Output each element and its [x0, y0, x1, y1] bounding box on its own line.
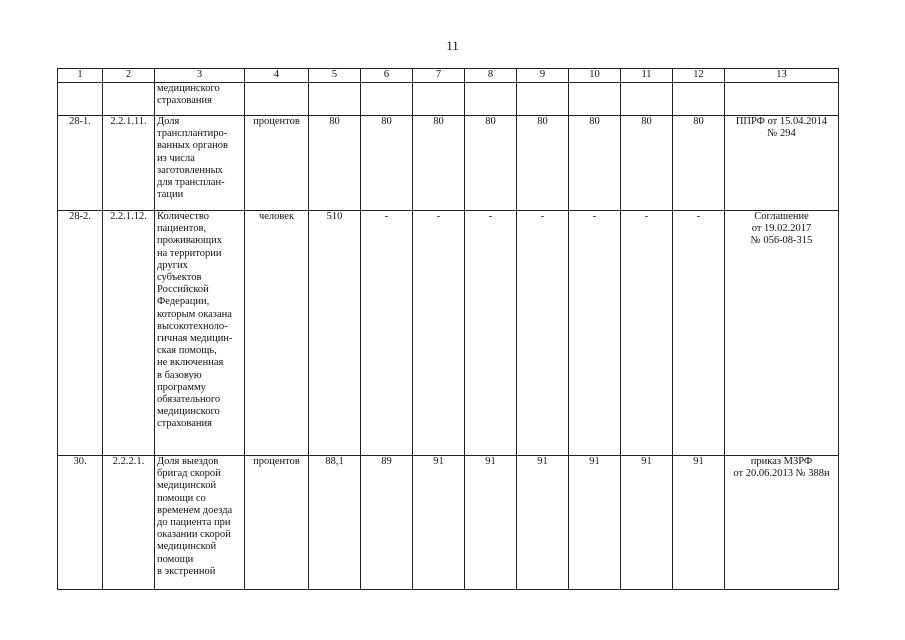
- value-cell: 80: [673, 116, 725, 211]
- value-cell: 91: [517, 456, 569, 590]
- unit: человек: [245, 211, 309, 456]
- column-header: 12: [673, 69, 725, 83]
- value-cell: 91: [465, 456, 517, 590]
- column-header: 8: [465, 69, 517, 83]
- value-cell: 89: [361, 456, 413, 590]
- source-document: приказ МЗРФ от 20.06.2013 № 388н: [725, 456, 839, 590]
- value-cell: -: [673, 211, 725, 456]
- value-cell: 80: [621, 116, 673, 211]
- table-row: [58, 116, 839, 211]
- indicator-code: 2.2.2.1.: [103, 456, 155, 590]
- indicator-name: медицинского страхования: [155, 83, 245, 116]
- value-cell: 510: [309, 211, 361, 456]
- indicator-name: Доля трансплантиро- ванных органов из числа заготовленных для трансплан- тации: [155, 116, 245, 211]
- indicator-name: Количество пациентов, проживающих на территории других субъектов Российской Федерации, которым оказана высокотехноло- гичная медицин- ская помощь, не включенная в базовую программу обязательного медицинского страхования: [155, 211, 245, 456]
- page-number: 11: [446, 38, 459, 53]
- indicator-code: [103, 83, 155, 116]
- value-cell: -: [361, 211, 413, 456]
- row-number: 28-2.: [58, 211, 103, 456]
- value-cell: [673, 83, 725, 116]
- unit: [245, 83, 309, 116]
- value-cell: 91: [673, 456, 725, 590]
- value-cell: [465, 83, 517, 116]
- table-row: [58, 456, 839, 590]
- column-header: 11: [621, 69, 673, 83]
- value-cell: 80: [465, 116, 517, 211]
- value-cell: -: [517, 211, 569, 456]
- table-row: [58, 211, 839, 456]
- value-cell: [413, 83, 465, 116]
- indicator-code: 2.2.1.11.: [103, 116, 155, 211]
- column-header: 1: [58, 69, 103, 83]
- source-document: ППРФ от 15.04.2014 № 294: [725, 116, 839, 211]
- column-header: 4: [245, 69, 309, 83]
- value-cell: [517, 83, 569, 116]
- indicator-code: 2.2.1.12.: [103, 211, 155, 456]
- value-cell: -: [465, 211, 517, 456]
- source-document: Соглашение от 19.02.2017 № 056-08-315: [725, 211, 839, 456]
- value-cell: 80: [309, 116, 361, 211]
- column-header: 3: [155, 69, 245, 83]
- value-cell: -: [621, 211, 673, 456]
- indicator-name: Доля выездов бригад скорой медицинской помощи со временем доезда до пациента при оказании скорой медицинской помощи в экстренной: [155, 456, 245, 590]
- value-cell: 80: [569, 116, 621, 211]
- row-number: 30.: [58, 456, 103, 590]
- value-cell: [621, 83, 673, 116]
- row-number: [58, 83, 103, 116]
- table-row: [58, 83, 839, 116]
- column-header: 9: [517, 69, 569, 83]
- value-cell: 80: [413, 116, 465, 211]
- unit: процентов: [245, 116, 309, 211]
- column-header: 13: [725, 69, 839, 83]
- value-cell: 80: [517, 116, 569, 211]
- column-header: 5: [309, 69, 361, 83]
- value-cell: -: [569, 211, 621, 456]
- value-cell: [569, 83, 621, 116]
- value-cell: 80: [361, 116, 413, 211]
- column-number-row: [58, 69, 839, 83]
- column-header: 7: [413, 69, 465, 83]
- value-cell: 91: [621, 456, 673, 590]
- row-number: 28-1.: [58, 116, 103, 211]
- column-header: 10: [569, 69, 621, 83]
- value-cell: 91: [413, 456, 465, 590]
- value-cell: -: [413, 211, 465, 456]
- column-header: 6: [361, 69, 413, 83]
- value-cell: [309, 83, 361, 116]
- value-cell: 88,1: [309, 456, 361, 590]
- column-header: 2: [103, 69, 155, 83]
- value-cell: [361, 83, 413, 116]
- value-cell: 91: [569, 456, 621, 590]
- indicators-table: [57, 68, 839, 590]
- unit: процентов: [245, 456, 309, 590]
- source-document: [725, 83, 839, 116]
